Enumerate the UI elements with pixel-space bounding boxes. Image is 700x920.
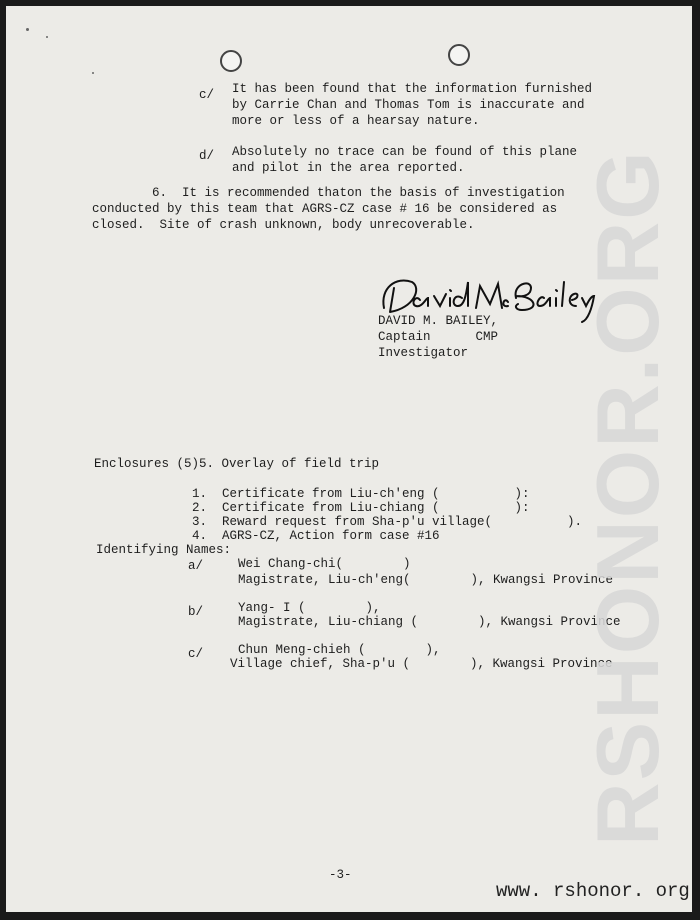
- entry-office: Magistrate, Liu-ch'eng( ), Kwangsi Province: [238, 573, 614, 587]
- entry-marker: c/: [188, 647, 204, 661]
- item-d-line: and pilot in the area reported.: [232, 161, 465, 175]
- enclosures-heading: Enclosures (5)5. Overlay of field trip: [94, 457, 380, 471]
- enclosure-item: 4. AGRS-CZ, Action form case #16: [192, 529, 440, 543]
- page-number: -3-: [329, 868, 352, 882]
- scan-speck: [46, 36, 48, 38]
- entry-office: Village chief, Sha-p'u ( ), Kwangsi Province: [230, 657, 613, 671]
- punch-hole: [220, 50, 242, 72]
- enclosure-item: 1. Certificate from Liu-ch'eng ( ):: [192, 487, 530, 501]
- entry-name: Yang- I ( ),: [238, 601, 381, 615]
- item-d-line: Absolutely no trace can be found of this plane: [232, 145, 578, 159]
- item-c-line: by Carrie Chan and Thomas Tom is inaccurate and: [232, 98, 585, 112]
- signatory-rank: Captain CMP: [378, 330, 499, 344]
- item-d-marker: d/: [199, 149, 215, 163]
- item-c-marker: c/: [199, 88, 215, 102]
- item-c-line: It has been found that the information furnished: [232, 82, 593, 96]
- recommendation-line: conducted by this team that AGRS-CZ case # 16 be considered as: [92, 202, 558, 216]
- signatory-name: DAVID M. BAILEY,: [378, 314, 499, 328]
- signatory-title: Investigator: [378, 346, 469, 360]
- identifying-heading: Identifying Names:: [96, 543, 232, 557]
- entry-name: Wei Chang-chi( ): [238, 557, 411, 571]
- entry-marker: a/: [188, 559, 204, 573]
- recommendation-line: closed. Site of crash unknown, body unrecoverable.: [92, 218, 475, 232]
- enclosure-item: 2. Certificate from Liu-chiang ( ):: [192, 501, 530, 515]
- scan-speck: [26, 28, 29, 31]
- watermark-url: www. rshonor. org: [496, 880, 690, 902]
- entry-office: Magistrate, Liu-chiang ( ), Kwangsi Province: [238, 615, 621, 629]
- document-page: [6, 6, 692, 912]
- watermark-vertical: RSHONOR.ORG: [578, 149, 677, 846]
- punch-hole: [448, 44, 470, 66]
- entry-marker: b/: [188, 605, 204, 619]
- item-c-line: more or less of a hearsay nature.: [232, 114, 480, 128]
- enclosure-item: 3. Reward request from Sha-p'u village( ).: [192, 515, 583, 529]
- entry-name: Chun Meng-chieh ( ),: [238, 643, 441, 657]
- recommendation-line: 6. It is recommended thaton the basis of investigation: [152, 186, 565, 200]
- scan-speck: [92, 72, 94, 74]
